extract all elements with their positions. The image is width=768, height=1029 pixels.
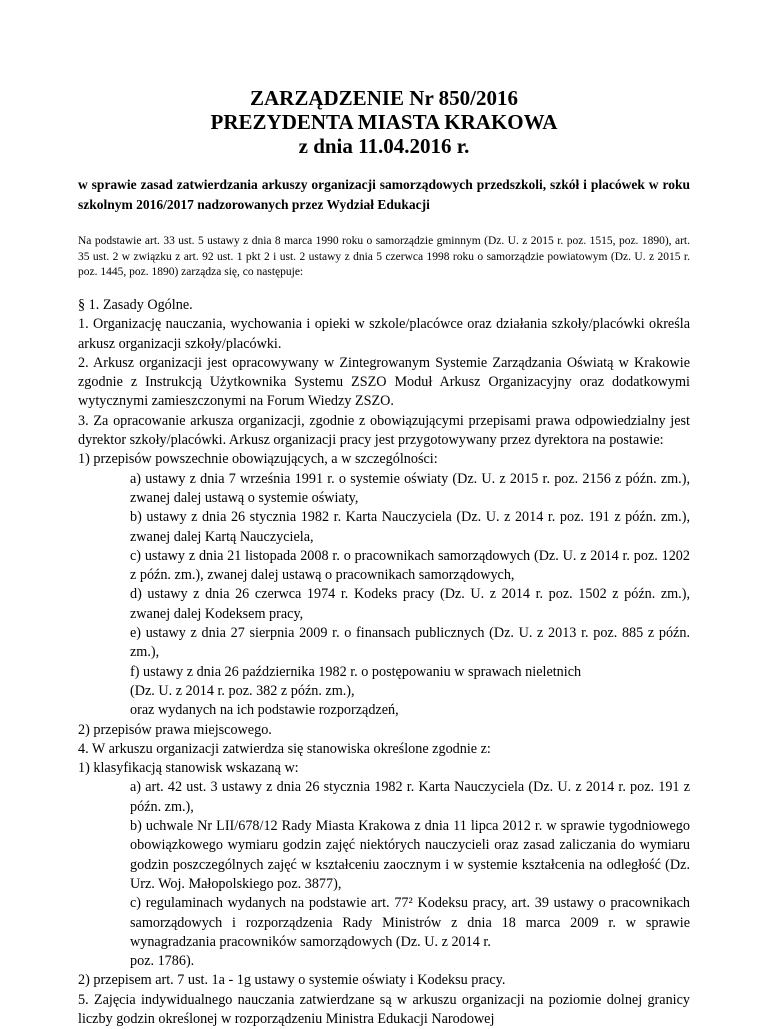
paragraph-3-item-1d: d) ustawy z dnia 26 czerwca 1974 r. Kodeks pracy (Dz. U. z 2014 r. poz. 1502 z późn. zm.), zwanej dalej Kodeksem pracy,: [130, 586, 690, 622]
body-text: [78, 296, 690, 1029]
paragraph-4-item-1c-end: poz. 1786).: [130, 953, 195, 970]
paragraph-3-item-2: 2) przepisów prawa miejscowego.: [78, 721, 272, 738]
section-1-heading: § 1. Zasady Ogólne.: [78, 297, 193, 313]
paragraph-2: 2. Arkusz organizacji jest opracowywany w Zintegrowanym Systemie Zarządzania Oświatą w Krakowie zgodnie z Instrukcją Użytkownika Systemu ZSZO Moduł Arkusz Organizacyjny oraz dodatkowymi wytycznymi zamieszczonymi na Forum Wiedzy ZSZO.: [78, 354, 690, 410]
paragraph-4: 4. W arkuszu organizacji zatwierdza się stanowiska określone zgodnie z:: [78, 740, 491, 757]
paragraph-5: 5. Zajęcia indywidualnego nauczania zatwierdzane są w arkuszu organizacji na poziomie dolnej granicy liczby godzin określonej w rozporządzeniu Ministra Edukacji Narodowej: [78, 991, 690, 1027]
paragraph-3-item-1c: c) ustawy z dnia 21 listopada 2008 r. o pracownikach samorządowych (Dz. U. z 2014 r. poz. 1202 z późn. zm.), zwanej dalej ustawą o pracownikach samorządowych,: [130, 547, 690, 584]
paragraph-3-item-1f-line-1: f) ustawy z dnia 26 października 1982 r. o postępowaniu w sprawach nieletnich: [130, 663, 582, 680]
paragraph-4-item-2: 2) przepisem art. 7 ust. 1a - 1g ustawy o systemie oświaty i Kodeksu pracy.: [78, 972, 506, 989]
paragraph-3-item-1g: oraz wydanych na ich podstawie rozporządzeń,: [130, 702, 399, 719]
title-line-2: PREZYDENTA MIASTA KRAKOWA: [210, 110, 558, 134]
paragraph-3-item-1e: e) ustawy z dnia 27 sierpnia 2009 r. o finansach publicznych (Dz. U. z 2013 r. poz. 885 z późn. zm.),: [130, 625, 690, 661]
paragraph-3: 3. Za opracowanie arkusza organizacji, zgodnie z obowiązującymi przepisami prawa odpowiedzialny jest dyrektor szkoły/placówki. Arkusz organizacji pracy jest przygotowywany przez dyrektora na postawie:: [78, 412, 690, 449]
paragraph-4-item-1c: c) regulaminach wydanych na podstawie art. 77² Kodeksu pracy, art. 39 ustawy o pracownikach samorządowych i rozporządzenia Rady Ministrów z dnia 18 marca 2009 r. w sprawie wynagradzania pracowników samorządowych (Dz. U. z 2014 r.: [130, 895, 690, 950]
paragraph-1: 1. Organizację nauczania, wychowania i opieki w szkole/placówce oraz działania szkoły/placówki określa arkusz organizacji szkoły/placówki.: [78, 316, 690, 352]
paragraph-3-item-1a: a) ustawy z dnia 7 września 1991 r. o systemie oświaty (Dz. U. z 2015 r. poz. 2156 z późn. zm.), zwanej dalej ustawą o systemie oświaty,: [130, 470, 690, 506]
paragraph-3-item-1b: b) ustawy z dnia 26 stycznia 1982 r. Karta Nauczyciela (Dz. U. z 2014 r. poz. 191 z późn. zm.), zwanej dalej Kartą Nauczyciela,: [130, 509, 690, 545]
subject: w sprawie zasad zatwierdzania arkuszy organizacji samorządowych przedszkoli, szkół i placówek w roku szkolnym 2016/2017 nadzorowanych przez Wydział Edukacji: [78, 177, 690, 212]
paragraph-3-item-1: 1) przepisów powszechnie obowiązujących, a w szczególności:: [78, 451, 438, 468]
paragraph-4-item-1b: b) uchwale Nr LII/678/12 Rady Miasta Krakowa z dnia 11 lipca 2012 r. w sprawie tygodniowego obowiązkowego wymiaru godzin zajęć niektórych nauczycieli oraz zasad zaliczania do wymiaru godzin poszczególnych zajęć w kształceniu zaocznym i w systemie kształcenia na odległość (Dz. Urz. Woj. Małopolskiego poz. 3877),: [130, 818, 690, 892]
legal-basis: Na podstawie art. 33 ust. 5 ustawy z dnia 8 marca 1990 roku o samorządzie gminnym (Dz. U. z 2015 r. poz. 1515, poz. 1890), art. 35 ust. 2 w związku z art. 92 ust. 1 pkt 2 i ust. 2 ustawy z dnia 5 czerwca 1998 roku o samorządzie powiatowym (Dz. U. z 2015 r. poz. 1445, poz. 1890) zarządza się, co następuje:: [78, 235, 690, 278]
paragraph-4-item-1a: a) art. 42 ust. 3 ustawy z dnia 26 stycznia 1982 r. Karta Nauczyciela (Dz. U. z 2014 r. poz. 191 z późn. zm.),: [130, 779, 690, 815]
title-line-3: z dnia 11.04.2016 r.: [298, 134, 470, 158]
paragraph-4-item-1: 1) klasyfikacją stanowisk wskazaną w:: [78, 760, 299, 777]
title-line-1: ZARZĄDZENIE Nr 850/2016: [250, 86, 518, 110]
paragraph-3-item-1f-line-2: (Dz. U. z 2014 r. poz. 382 z późn. zm.),: [130, 682, 355, 699]
